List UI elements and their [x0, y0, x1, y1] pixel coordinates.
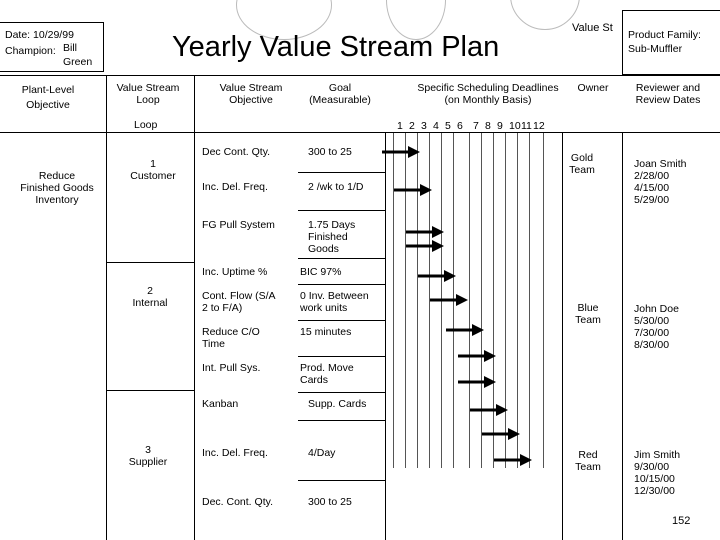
- deadline-arrow: [468, 400, 512, 420]
- deadline-arrow: [392, 180, 436, 200]
- month-number: 3: [421, 120, 427, 132]
- clipped-header-text: Value St: [572, 22, 613, 34]
- loop-internal: 2 Internal: [132, 285, 168, 309]
- champion-first-name: Bill: [63, 42, 78, 54]
- reviewer-john-doe: John Doe 5/30/00 7/30/00 8/30/00: [634, 303, 679, 351]
- month-grid-line: [529, 133, 530, 468]
- goal-measurable: 300 to 25: [308, 146, 352, 158]
- divider-goal-deadlines: [385, 132, 386, 540]
- product-family-label: Product Family:: [628, 29, 701, 41]
- page-number: 152: [672, 515, 691, 527]
- header-value-stream-objective: Value Stream Objective: [219, 82, 283, 106]
- value-stream-objective: Inc. Del. Freq.: [202, 181, 268, 193]
- month-number: 7: [473, 120, 479, 132]
- owner-red-team: Red Team: [575, 449, 601, 473]
- champion-last-name: Green: [63, 56, 93, 68]
- divider-deadlines-owner: [562, 132, 563, 540]
- goal-row-rule: [298, 320, 386, 321]
- header-bottom-rule: [0, 132, 720, 133]
- month-grid-line: [517, 133, 518, 468]
- deadline-arrow: [456, 346, 500, 366]
- header-owner: Owner: [577, 82, 609, 94]
- goal-measurable: BIC 97%: [300, 266, 342, 278]
- reviewer-jim-smith: Jim Smith 9/30/00 10/15/00 12/30/00: [634, 449, 681, 497]
- month-number: 12: [533, 120, 545, 132]
- header-value-stream-loop: Value Stream Loop: [116, 82, 180, 106]
- month-number: 2: [409, 120, 415, 132]
- month-number: 4: [433, 120, 439, 132]
- value-stream-objective: Reduce C/O Time: [202, 326, 260, 350]
- month-number: 1: [397, 120, 403, 132]
- month-number: 10: [509, 120, 521, 132]
- deadline-arrow: [404, 236, 448, 256]
- value-stream-objective: FG Pull System: [202, 219, 275, 231]
- deadline-arrow: [416, 266, 460, 286]
- owner-gold-team: Gold Team: [569, 152, 595, 176]
- plant-level-objective-text: Reduce Finished Goods Inventory: [20, 170, 94, 206]
- value-stream-objective: Kanban: [202, 398, 239, 410]
- goal-measurable: 1.75 Days Finished Goods: [308, 219, 356, 255]
- goal-row-rule: [298, 392, 386, 393]
- month-number: 11: [521, 120, 532, 132]
- value-stream-objective: Inc. Uptime %: [202, 266, 268, 278]
- decorative-circle: [510, 0, 580, 30]
- champion-label: Champion:: [5, 45, 56, 57]
- date-label: Date: 10/29/99: [5, 29, 74, 41]
- date-value: 10/29/99: [33, 29, 74, 41]
- loop-divider-1: [106, 262, 194, 263]
- divider-owner-reviewer: [622, 132, 623, 540]
- goal-row-rule: [298, 210, 386, 211]
- loop-customer: 1 Customer: [130, 158, 176, 182]
- header-reviewer: Reviewer and Review Dates: [635, 82, 701, 106]
- goal-measurable: 300 to 25: [308, 496, 352, 508]
- header-deadlines: Specific Scheduling Deadlines (on Monthly Basis): [417, 82, 559, 106]
- goal-row-rule: [298, 420, 386, 421]
- goal-row-rule: [298, 356, 386, 357]
- goal-measurable: 15 minutes: [300, 326, 352, 338]
- header-plant-level-objective: Plant-Level Objective: [21, 84, 75, 111]
- month-number: 8: [485, 120, 491, 132]
- loop-divider-2: [106, 390, 194, 391]
- deadline-arrow: [492, 450, 536, 470]
- divider-loop-objective: [194, 75, 195, 540]
- value-stream-objective: Cont. Flow (S/A 2 to F/A): [202, 290, 276, 314]
- header-top-rule: [0, 75, 720, 76]
- deadline-arrow: [480, 424, 524, 444]
- product-family-value: Sub-Muffler: [628, 43, 683, 55]
- divider-plant-loop: [106, 75, 107, 540]
- page-title: Yearly Value Stream Plan: [172, 31, 500, 63]
- reviewer-joan-smith: Joan Smith 2/28/00 4/15/00 5/29/00: [634, 158, 687, 206]
- goal-row-rule: [298, 172, 386, 173]
- loop-supplier: 3 Supplier: [128, 444, 168, 468]
- loop-subheader: Loop: [134, 119, 158, 131]
- deadline-arrow: [380, 142, 424, 162]
- deadline-arrow: [428, 290, 472, 310]
- value-stream-objective: Int. Pull Sys.: [202, 362, 261, 374]
- goal-measurable: Prod. Move Cards: [300, 362, 354, 386]
- month-number: 5: [445, 120, 451, 132]
- goal-row-rule: [298, 284, 386, 285]
- deadline-arrow: [456, 372, 500, 392]
- goal-row-rule: [298, 480, 386, 481]
- goal-measurable: 0 Inv. Between work units: [300, 290, 369, 314]
- value-stream-objective: Inc. Del. Freq.: [202, 447, 268, 459]
- value-stream-objective: Dec Cont. Qty.: [202, 146, 271, 158]
- goal-measurable: 2 /wk to 1/D: [308, 181, 364, 193]
- value-stream-objective: Dec. Cont. Qty.: [202, 496, 273, 508]
- goal-row-rule: [298, 258, 386, 259]
- deadline-arrow: [444, 320, 488, 340]
- month-number: 9: [497, 120, 503, 132]
- goal-measurable: 4/Day: [308, 447, 336, 459]
- header-goal: Goal (Measurable): [309, 82, 371, 106]
- month-number: 6: [457, 120, 463, 132]
- goal-measurable: Supp. Cards: [308, 398, 367, 410]
- month-grid-line: [543, 133, 544, 468]
- owner-blue-team: Blue Team: [575, 302, 601, 326]
